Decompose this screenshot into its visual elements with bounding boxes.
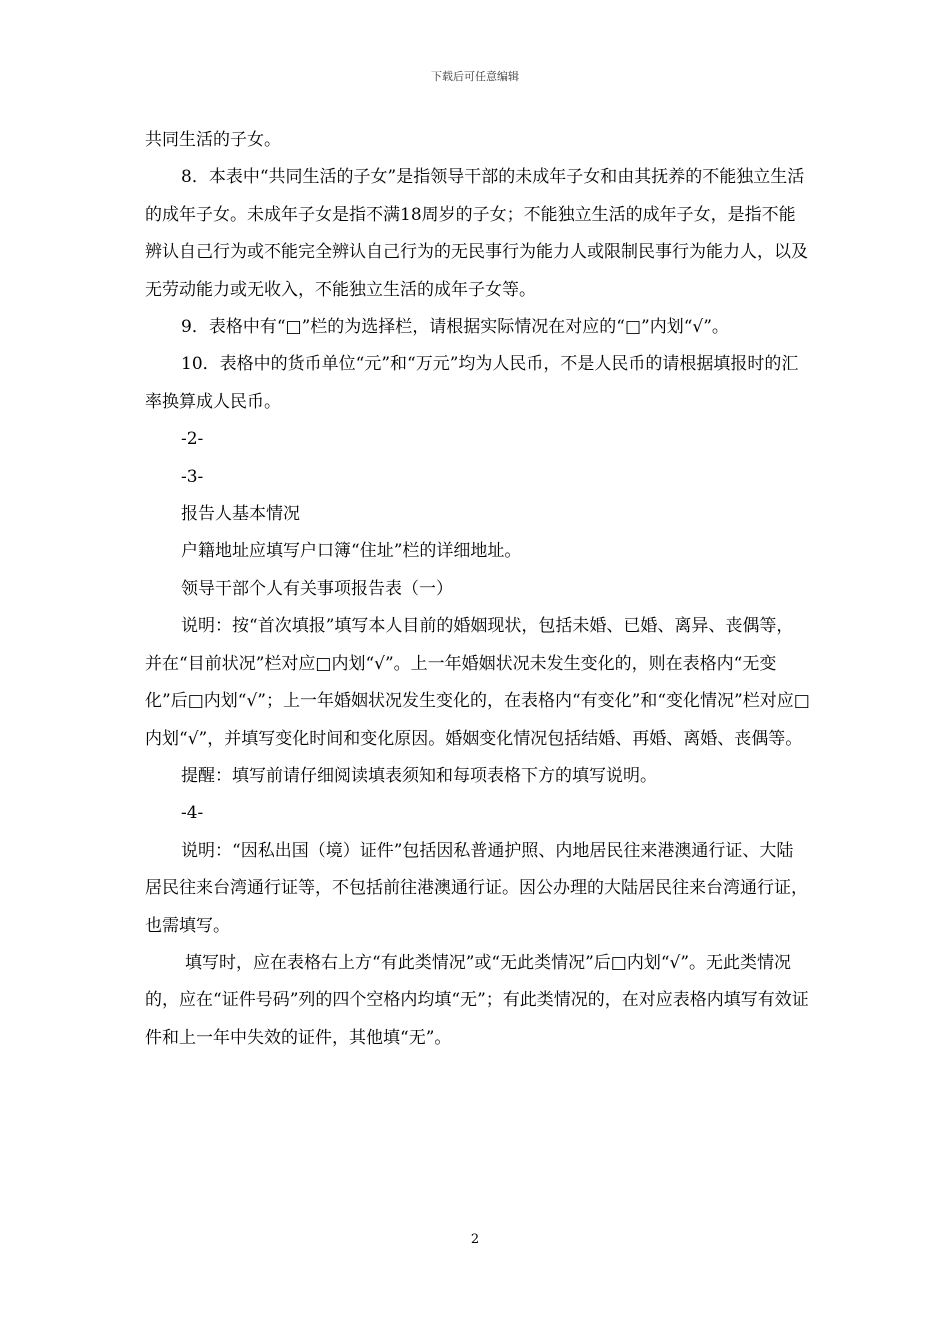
page-marker-4: -4- bbox=[181, 803, 204, 824]
paragraph-item-9: 9．表格中有“□”栏的为选择栏，请根据实际情况在对应的“□”内划“√”。 bbox=[181, 317, 729, 338]
document-body bbox=[145, 122, 810, 1057]
paragraph-reminder: 提醒：填写前请仔细阅读填表须知和每项表格下方的填写说明。 bbox=[181, 765, 657, 786]
paragraph-passport-note: 说明：“因私出国（境）证件”包括因私普通护照、内地居民往来港澳通行证、大陆居民往来台湾通行证等，不包括前往港澳通行证。因公办理的大陆居民往来台湾通行证，也需填写。 bbox=[145, 840, 808, 936]
page-number: 2 bbox=[470, 1232, 480, 1247]
section-heading-basic-info: 报告人基本情况 bbox=[181, 504, 300, 525]
page-marker-3: -3- bbox=[181, 466, 204, 487]
paragraph-household-address: 户籍地址应填写户口簿“住址”栏的详细地址。 bbox=[181, 541, 522, 562]
paragraph-marital-note: 说明：按“首次填报”填写本人目前的婚姻现状，包括未婚、已婚、离异、丧偶等，并在“目前状况”栏对应□内划“√”。上一年婚姻状况未发生变化的，则在表格内“无变化”后□内划“√”；上一年婚姻状况发生变化的，在表格内“有变化”和“变化情况”栏对应□内划“√”，并填写变化时间和变化原因。婚姻变化情况包括结婚、再婚、离婚、丧偶等。 bbox=[145, 616, 810, 749]
paragraph-fill-instructions: 填写时，应在表格右上方“有此类情况”或“无此类情况”后□内划“√”。无此类情况的，应在“证件号码”列的四个空格内均填“无”；有此类情况的，在对应表格内填写有效证件和上一年中失效的证件，其他填“无”。 bbox=[145, 952, 809, 1048]
paragraph-continued: 共同生活的子女。 bbox=[145, 130, 281, 150]
paragraph-item-10: 10．表格中的货币单位“元”和“万元”均为人民币，不是人民币的请根据填报时的汇率换算成人民币。 bbox=[145, 354, 799, 412]
page-marker-2: -2- bbox=[181, 429, 204, 450]
paragraph-item-8: 8．本表中“共同生活的子女”是指领导干部的未成年子女和由其抚养的不能独立生活的成年子女。未成年子女是指不满18周岁的子女；不能独立生活的成年子女，是指不能辨认自己行为或不能完全辨认自己行为的无民事行为能力人或限制民事行为能力人，以及无劳动能力或无收入，不能独立生活的成年子女等。 bbox=[145, 167, 808, 300]
page-header: 下载后可任意编辑 bbox=[431, 70, 519, 83]
section-heading-report-table: 领导干部个人有关事项报告表（一） bbox=[181, 578, 453, 599]
